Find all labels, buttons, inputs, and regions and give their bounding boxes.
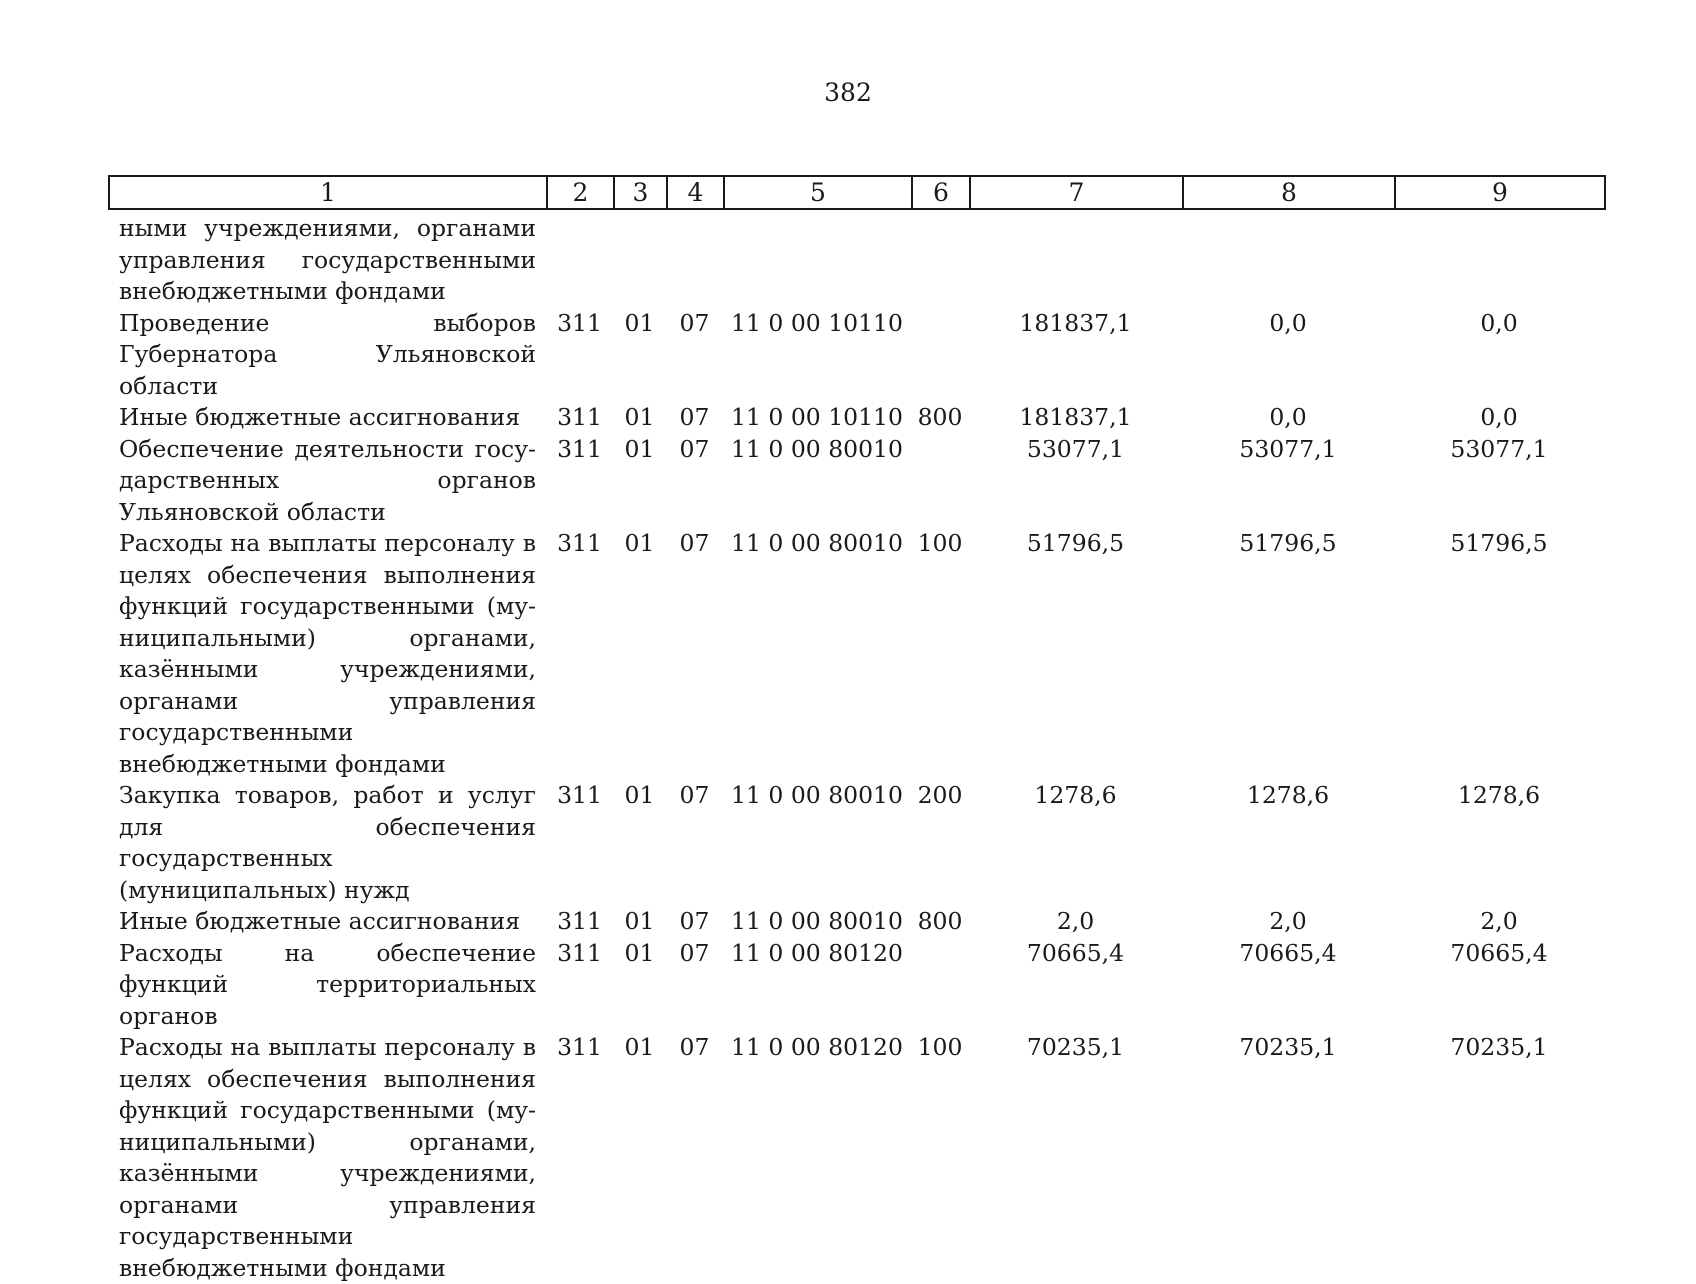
cell-expense-type: 800	[917, 403, 963, 431]
cell-amount-col7: 53077,1	[1026, 434, 1125, 463]
cell-expense-type: 200	[917, 781, 963, 809]
column-header-table	[108, 175, 1606, 210]
budget-table-body	[108, 213, 1604, 1284]
table-row	[108, 528, 1604, 780]
cell-subsection: 07	[679, 434, 710, 463]
cell-amount-col7	[969, 213, 1182, 308]
table-row	[108, 402, 1604, 434]
cell-amount-col7: 51796,5	[1026, 529, 1125, 557]
cell-amount-col8: 51796,5	[1239, 529, 1337, 557]
cell-amount-col8: 53077,1	[1239, 434, 1337, 463]
cell-target-article: 11 0 00 80010	[731, 529, 903, 557]
cell-section: 01	[624, 907, 655, 935]
header-col-5: 5	[724, 176, 912, 209]
row-name: ными учреждениями, органами управления государственными внебюджетными фондами	[119, 214, 536, 305]
cell-amount-col8: 0,0	[1269, 308, 1307, 337]
cell-amount-col7: 1278,6	[1034, 781, 1117, 809]
header-col-3: 3	[614, 176, 667, 209]
cell-subsection: 07	[679, 1033, 710, 1061]
cell-subsection	[666, 213, 723, 308]
cell-amount-col9: 70235,1	[1450, 1033, 1548, 1061]
header-col-8: 8	[1183, 176, 1395, 209]
cell-amount-col9: 51796,5	[1450, 529, 1548, 557]
header-row	[109, 176, 1605, 209]
cell-section: 01	[624, 403, 655, 431]
header-col-9: 9	[1395, 176, 1605, 209]
cell-amount-col9: 1278,6	[1457, 781, 1541, 809]
table-row	[108, 938, 1604, 1033]
cell-amount-col8: 2,0	[1269, 907, 1307, 935]
cell-amount-col9: 2,0	[1480, 907, 1518, 935]
header-col-7: 7	[970, 176, 1183, 209]
cell-amount-col9: 70665,4	[1450, 938, 1548, 967]
cell-amount-col8: 1278,6	[1246, 781, 1330, 809]
cell-amount-col7: 181837,1	[1019, 308, 1132, 337]
table-row	[108, 213, 1604, 308]
row-name: Проведение выборов Губернатора Ульяновской области	[119, 308, 536, 400]
cell-admin-code: 311	[557, 434, 602, 463]
cell-amount-col7: 70235,1	[1026, 1033, 1125, 1061]
row-name: Расходы на выплаты персоналу в целях обеспечения выполнения функций государственными (муниципальными) органами, казёнными учреждениями, органами управления государственными внебюджетными фондами	[119, 529, 536, 778]
cell-subsection: 07	[679, 529, 710, 557]
table-row	[108, 308, 1604, 403]
cell-section: 01	[624, 1033, 655, 1061]
cell-target-article: 11 0 00 80120	[731, 938, 903, 967]
row-name: Обеспечение деятельности государственных органов Ульяновской области	[119, 434, 536, 526]
cell-admin-code	[546, 213, 613, 308]
cell-subsection: 07	[679, 308, 710, 337]
cell-amount-col9: 0,0	[1480, 403, 1518, 431]
cell-amount-col7: 2,0	[1056, 907, 1095, 935]
cell-section: 01	[624, 781, 655, 809]
cell-section: 01	[624, 308, 655, 337]
cell-amount-col8: 70235,1	[1239, 1033, 1337, 1061]
cell-target-article: 11 0 00 80010	[731, 434, 903, 463]
table-row	[108, 780, 1604, 906]
cell-target-article	[723, 213, 911, 308]
cell-amount-col7: 70665,4	[1026, 938, 1125, 967]
cell-amount-col8: 0,0	[1269, 403, 1307, 431]
cell-section: 01	[624, 938, 655, 967]
cell-section: 01	[624, 529, 655, 557]
cell-amount-col9	[1394, 213, 1604, 308]
header-col-4: 4	[667, 176, 724, 209]
cell-amount-col9: 0,0	[1480, 308, 1518, 337]
cell-subsection: 07	[679, 938, 710, 967]
cell-admin-code: 311	[557, 1033, 602, 1061]
cell-target-article: 11 0 00 80010	[731, 781, 903, 809]
cell-target-article: 11 0 00 10110	[731, 308, 903, 337]
header-col-1: 1	[109, 176, 547, 209]
cell-target-article: 11 0 00 80120	[731, 1033, 903, 1061]
cell-amount-col8	[1182, 213, 1394, 308]
cell-expense-type	[911, 308, 969, 403]
cell-target-article: 11 0 00 80010	[731, 907, 903, 935]
cell-amount-col8: 70665,4	[1239, 938, 1337, 967]
row-name: Иные бюджетные ассигнования	[119, 403, 521, 431]
cell-expense-type: 100	[917, 1033, 963, 1061]
row-name: Закупка товаров, работ и услуг для обеспечения государственных (муниципальных) нужд	[119, 781, 536, 904]
row-name: Иные бюджетные ассигнования	[119, 907, 521, 935]
cell-admin-code: 311	[557, 308, 602, 337]
cell-expense-type: 100	[917, 529, 963, 557]
cell-admin-code: 311	[557, 781, 602, 809]
table-row	[108, 906, 1604, 938]
cell-admin-code: 311	[557, 529, 602, 557]
cell-expense-type	[911, 434, 969, 529]
cell-subsection: 07	[679, 781, 710, 809]
cell-admin-code: 311	[557, 907, 602, 935]
cell-admin-code: 311	[557, 403, 602, 431]
cell-amount-col7: 181837,1	[1019, 403, 1132, 431]
page-number: 382	[824, 78, 872, 107]
cell-target-article: 11 0 00 10110	[731, 403, 903, 431]
header-col-2: 2	[547, 176, 614, 209]
cell-section	[613, 213, 666, 308]
row-name: Расходы на обеспечение функций территориальных органов	[119, 938, 536, 1030]
cell-subsection: 07	[679, 907, 710, 935]
cell-expense-type	[911, 213, 969, 308]
cell-expense-type	[911, 938, 969, 1033]
cell-admin-code: 311	[557, 938, 602, 967]
cell-subsection: 07	[679, 403, 710, 431]
cell-expense-type: 800	[917, 907, 963, 935]
table-row	[108, 434, 1604, 529]
cell-amount-col9: 53077,1	[1450, 434, 1548, 463]
table-row	[108, 1032, 1604, 1284]
cell-section: 01	[624, 434, 655, 463]
row-name: Расходы на выплаты персоналу в целях обеспечения выполнения функций государственными (муниципальными) органами, казёнными учреждениями, органами управления государственными внебюджетными фондами	[119, 1033, 536, 1282]
budget-table	[108, 213, 1604, 1284]
header-col-6: 6	[912, 176, 970, 209]
